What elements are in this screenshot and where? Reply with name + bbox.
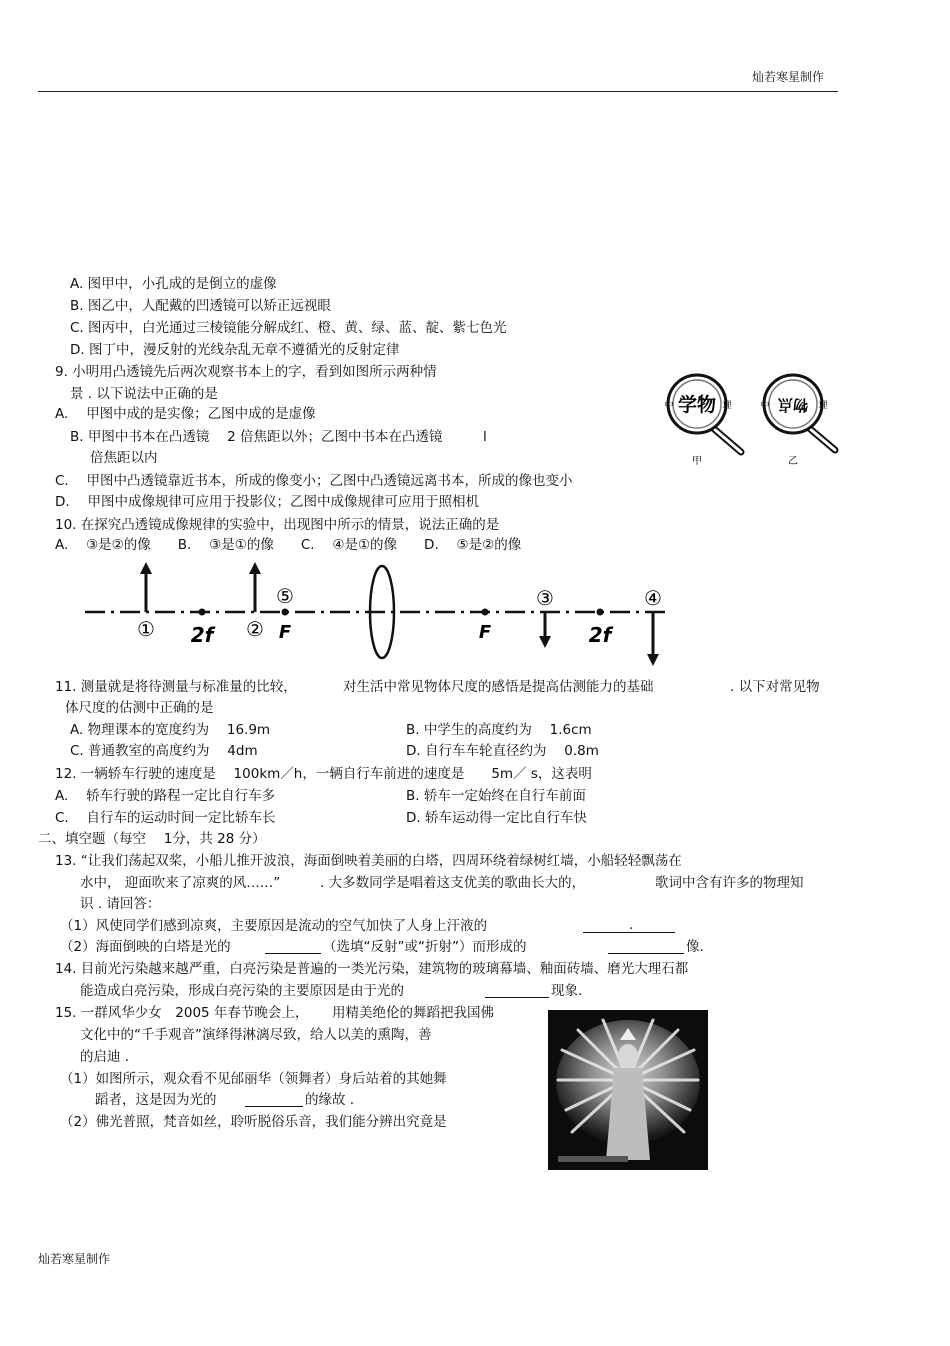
label-f-left: F	[278, 622, 292, 643]
q10-optics-figure	[80, 560, 680, 670]
q12-option-a: A. 轿车行驶的路程一定比自行车多	[55, 788, 276, 804]
jia-side-right: 理	[722, 401, 732, 411]
q13-line2-part3: 歌词中含有许多的物理知	[655, 875, 804, 891]
q9-stem-line2: 景 . 以下说法中正确的是	[70, 386, 218, 402]
object-2-arrow	[249, 562, 261, 574]
jia-label: 甲	[692, 456, 702, 467]
q9-stem-line1: 9. 小明用凸透镜先后两次观察书本上的字，看到如图所示两种情	[55, 364, 437, 380]
q8-option-c: C. 图丙中，白光通过三棱镜能分解成红、橙、黄、绿、蓝、靛、紫七色光	[70, 320, 507, 336]
yi-magnified-text: 物点	[777, 396, 809, 414]
header-right-text: 灿若寒星制作	[752, 70, 825, 84]
image-3-arrow	[539, 636, 551, 648]
q13-blank-1-dot: .	[629, 917, 634, 933]
q13-line2-part2: . 大多数同学是唱着这支优美的歌曲长大的，	[320, 875, 586, 891]
label-3: ③	[536, 586, 554, 610]
q13-blank-3[interactable]	[608, 939, 684, 954]
q9-magnifier-figure	[655, 370, 845, 470]
point-2f-right	[597, 609, 604, 616]
point-f-right	[482, 609, 489, 616]
image-4-arrow	[647, 654, 659, 666]
q11-stem-part3: . 以下对常见物	[730, 679, 820, 695]
q15-line1-a: 15. 一群风华少女 2005 年春节晚会上，	[55, 1005, 309, 1021]
q12-option-b: B. 轿车一定始终在自行车前面	[406, 788, 586, 804]
q15-blank[interactable]	[245, 1092, 303, 1107]
q14-line1: 14. 目前光污染越来越严重，白亮污染是普遍的一类光污染，建筑物的玻璃幕墙、釉面砖墙、磨光大理石都	[55, 961, 689, 977]
q14-blank[interactable]	[485, 983, 549, 998]
magnifier-yi	[760, 375, 835, 467]
point-f-left	[282, 609, 289, 616]
label-5: ⑤	[276, 584, 294, 608]
label-f-right: F	[478, 622, 492, 643]
q13-blank-2[interactable]	[265, 939, 321, 954]
q13-part2-c: 像.	[686, 939, 704, 955]
q11-stem-part1: 11. 测量就是将待测量与标准量的比较，	[55, 679, 297, 695]
jia-magnified-text: 学物	[677, 394, 717, 416]
label-4: ④	[644, 586, 662, 610]
magnifier-jia	[664, 375, 741, 467]
label-2f-left: 2f	[190, 623, 214, 647]
q13-line1: 13. “让我们荡起双桨，小船儿推开波浪，海面倒映着美丽的白塔，四周环绕着绿树红墙，小船轻轻飘荡在	[55, 853, 682, 869]
q13-part1: （1）风使同学们感到凉爽，主要原因是流动的空气加快了人身上汗液的	[60, 918, 488, 934]
q9-option-a: A. 甲图中成的是实像；乙图中成的是虚像	[55, 406, 316, 422]
q15-part1-a: （1）如图所示，观众看不见邰丽华（领舞者）身后站着的其她舞	[60, 1071, 447, 1087]
q11-option-c: C. 普通教室的高度约为 4dm	[70, 743, 258, 759]
q15-part2: （2）佛光普照，梵音如丝，聆听脱俗乐音，我们能分辨出究竟是	[60, 1114, 447, 1130]
q8-option-a: A. 图甲中，小孔成的是倒立的虚像	[70, 276, 277, 292]
q12-stem: 12. 一辆轿车行驶的速度是 100km／h，一辆自行车前进的速度是 5m／ s，这表明	[55, 766, 592, 782]
q10-options: A. ③是②的像 B. ③是①的像 C. ④是①的像 D. ⑤是②的像	[55, 537, 522, 553]
q12-option-c: C. 自行车的运动时间一定比轿车长	[55, 810, 276, 826]
q13-line2-part1: 水中， 迎面吹来了凉爽的风……”	[80, 875, 281, 891]
q11-stem-part2: 对生活中常见物体尺度的感悟是提高估测能力的基础	[343, 679, 654, 695]
footer-left-text: 灿若寒星制作	[38, 1252, 111, 1266]
q15-line3: 的启迪 .	[80, 1049, 130, 1065]
q13-part2-b: （选填“反射”或“折射”）而形成的	[323, 939, 527, 955]
q15-line2: 文化中的“千手观音”演绎得淋漓尽致，给人以美的熏陶，善	[80, 1027, 432, 1043]
q9-option-c: C. 甲图中凸透镜靠近书本，所成的像变小；乙图中凸透镜远离书本，所成的像也变小	[55, 473, 573, 489]
q9-option-d: D. 甲图中成像规律可应用于投影仪；乙图中成像规律可应用于照相机	[55, 494, 479, 510]
section-2-heading: 二、填空题（每空 1分，共 28 分）	[38, 831, 266, 847]
label-2f-right: 2f	[588, 623, 612, 647]
q11-option-d: D. 自行车车轮直径约为 0.8m	[406, 743, 599, 759]
thousand-hand-dance-photo	[548, 1010, 708, 1170]
label-2: ②	[246, 617, 264, 641]
q12-option-d: D. 轿车运动得一定比自行车快	[406, 810, 587, 826]
q14-line2-b: 现象.	[551, 983, 583, 999]
q11-option-a: A. 物理课本的宽度约为 16.9m	[70, 722, 271, 738]
jia-side-left: 中	[664, 401, 674, 411]
q9-option-b-line2: 倍焦距以内	[90, 450, 158, 466]
q11-stem-line2: 体尺度的估测中正确的是	[65, 700, 214, 716]
q10-stem: 10. 在探究凸透镜成像规律的实验中，出现图中所示的情景，说法正确的是	[55, 517, 500, 533]
q13-part2-a: （2）海面倒映的白塔是光的	[60, 939, 231, 955]
label-1: ①	[137, 617, 155, 641]
q15-part1-c: 的缘故 .	[305, 1092, 355, 1108]
q13-line3: 识 . 请回答：	[80, 896, 161, 912]
q15-line1-b: 用精美绝伦的舞蹈把我国佛	[332, 1005, 494, 1021]
q14-line2-a: 能造成白亮污染，形成白亮污染的主要原因是由于光的	[80, 983, 404, 999]
yi-label: 乙	[788, 456, 798, 467]
q9-option-b-line1: B. 甲图中书本在凸透镜 2 倍焦距以外；乙图中书本在凸透镜 l	[70, 429, 487, 445]
yi-side-left: 中	[760, 401, 770, 411]
q15-part1-b: 蹈者，这是因为光的	[95, 1092, 217, 1108]
q11-option-b: B. 中学生的高度约为 1.6cm	[406, 722, 592, 738]
q8-option-b: B. 图乙中，人配戴的凹透镜可以矫正远视眼	[70, 298, 331, 314]
point-2f-left	[199, 609, 206, 616]
yi-side-right: 理	[818, 401, 828, 411]
q8-option-d: D. 图丁中，漫反射的光线杂乱无章不遵循光的反射定律	[70, 342, 400, 358]
object-1-arrow	[140, 562, 152, 574]
header-rule	[38, 91, 838, 92]
